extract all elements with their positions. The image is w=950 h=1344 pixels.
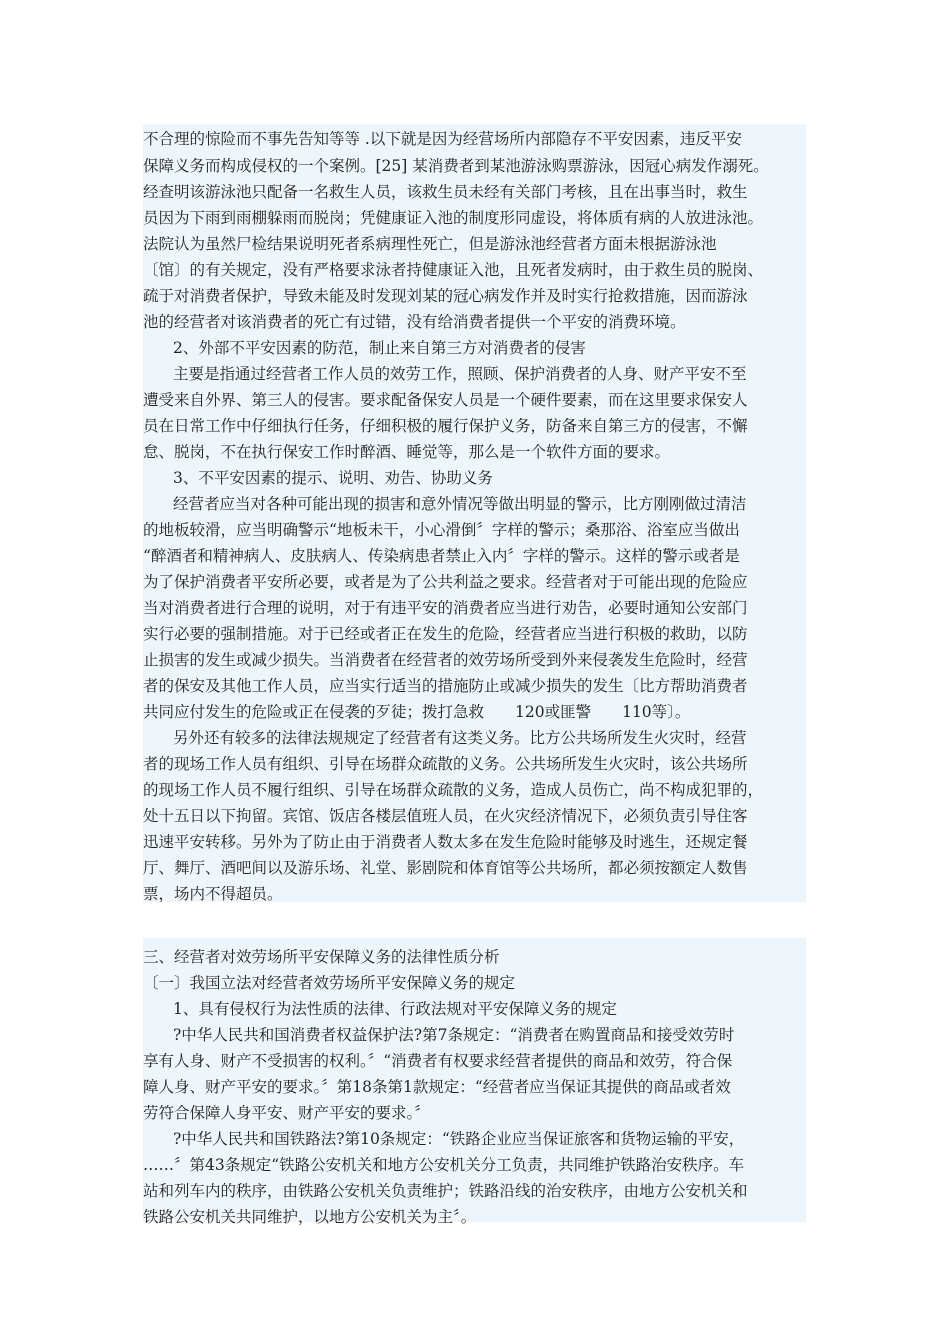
text-line: 〔一〕我国立法对经营者效劳场所平安保障义务的规定 (143, 974, 516, 992)
paragraph-block-legal-analysis (143, 938, 806, 1226)
text-line: 员因为下雨到雨棚躲雨而脱岗；凭健康证入池的制度形同虚设，将体质有病的人放进泳池。 (143, 209, 764, 227)
text-line: 怠、脱岗，不在执行保安工作时醉酒、睡觉等，那么是一个软件方面的要求。 (143, 443, 671, 461)
text-line: 共同应付发生的危险或正在侵袭的歹徒；拨打急救 120或匪警 110等〕。 (143, 703, 691, 721)
text-line: 实行必要的强制措施。对于已经或者正在发生的危险，经营者应当进行积极的救助，以防 (143, 625, 748, 643)
text-line: ……〞第43条规定“铁路公安机关和地方公安机关分工负责，共同维护铁路治安秩序。车 (143, 1156, 745, 1174)
text-line: 3、不平安因素的提示、说明、劝告、协助义务 (173, 469, 493, 487)
text-line: 障人身、财产平安的要求。〞第18条第1款规定：“经营者应当保证其提供的商品或者效 (143, 1078, 731, 1096)
text-line: 止损害的发生或减少损失。当消费者在经营者的效劳场所受到外来侵袭发生危险时，经营 (143, 651, 748, 669)
text-line: 不合理的惊险而不事先告知等等 .以下就是因为经营场所内部隐存不平安因素，违反平安 (143, 130, 742, 148)
text-line: 三、经营者对效劳场所平安保障义务的法律性质分析 (143, 948, 500, 966)
text-line: 享有人身、财产不受损害的权利。〞“消费者有权要求经营者提供的商品和效劳，符合保 (143, 1052, 733, 1070)
text-line: 为了保护消费者平安所必要，或者是为了公共利益之要求。经营者对于可能出现的危险应 (143, 573, 748, 591)
text-line: 者的保安及其他工作人员，应当实行适当的措施防止或减少损失的发生〔比方帮助消费者 (143, 677, 748, 695)
text-line: 迅速平安转移。另外为了防止由于消费者人数太多在发生危险时能够及时逃生，还规定餐 (143, 833, 748, 851)
text-line: 处十五日以下拘留。宾馆、饭店各楼层值班人员，在火灾经济情况下，必须负责引导住客 (143, 807, 748, 825)
text-line: 主要是指通过经营者工作人员的效劳工作，照顾、保护消费者的人身、财产平安不至 (173, 365, 747, 383)
text-line: 保障义务而构成侵权的一个案例。[25] 某消费者到某池游泳购票游泳，因冠心病发作溺死。 (143, 157, 769, 175)
text-line: 票，场内不得超员。 (143, 885, 283, 903)
text-line: 疏于对消费者保护，导致未能及时发现刘某的冠心病发作并及时实行抢救措施，因而游泳 (143, 287, 748, 305)
text-line: 〔馆〕的有关规定，没有严格要求泳者持健康证入池，且死者发病时，由于救生员的脱岗、 (143, 261, 764, 279)
text-line: 经营者应当对各种可能出现的损害和意外情况等做出明显的警示，比方刚刚做过清洁 (173, 495, 747, 513)
text-line: 者的现场工作人员有组织、引导在场群众疏散的义务。公共场所发生火灾时，该公共场所 (143, 755, 748, 773)
text-line: 遭受来自外界、第三人的侵害。要求配备保安人员是一个硬件要素，而在这里要求保安人 (143, 391, 748, 409)
text-line: “醉酒者和精神病人、皮肤病人、传染病患者禁止入内〞字样的警示。这样的警示或者是 (143, 547, 740, 565)
paragraph-block-consumer-safety (143, 124, 806, 902)
text-line: ?中华人民共和国铁路法?第10条规定：“铁路企业应当保证旅客和货物运输的平安， (173, 1130, 745, 1148)
text-line: 的现场工作人员不履行组织、引导在场群众疏散的义务，造成人员伤亡，尚不构成犯罪的， (143, 781, 764, 799)
text-line: 1、具有侵权行为法性质的法律、行政法规对平安保障义务的规定 (173, 1000, 617, 1018)
text-line: 2、外部不平安因素的防范，制止来自第三方对消费者的侵害 (173, 339, 586, 357)
text-line: 站和列车内的秩序，由铁路公安机关负责维护；铁路沿线的治安秩序，由地方公安机关和 (143, 1182, 748, 1200)
text-line: 当对消费者进行合理的说明，对于有违平安的消费者应当进行劝告，必要时通知公安部门 (143, 599, 748, 617)
text-line: 员在日常工作中仔细执行任务，仔细积极的履行保护义务，防备来自第三方的侵害，不懈 (143, 417, 748, 435)
text-line: 另外还有较多的法律法规规定了经营者有这类义务。比方公共场所发生火灾时，经营 (173, 729, 747, 747)
text-line: 池的经营者对该消费者的死亡有过错，没有给消费者提供一个平安的消费环境。 (143, 313, 686, 331)
text-line: ?中华人民共和国消费者权益保护法?第7条规定：“消费者在购置商品和接受效劳时 (173, 1026, 735, 1044)
text-line: 铁路公安机关共同维护，以地方公安机关为主〞。 (143, 1208, 477, 1226)
text-line: 经查明该游泳池只配备一名救生人员，该救生员未经有关部门考核，且在出事当时，救生 (143, 183, 748, 201)
text-line: 法院认为虽然尸检结果说明死者系病理性死亡，但是游泳池经营者方面未根据游泳池 (143, 235, 717, 253)
text-line: 的地板较滑，应当明确警示“地板未干，小心滑倒〞字样的警示；桑那浴、浴室应当做出 (143, 521, 740, 539)
text-line: 劳符合保障人身平安、财产平安的要求。〞 (143, 1104, 430, 1122)
text-line: 厅、舞厅、酒吧间以及游乐场、礼堂、影剧院和体育馆等公共场所，都必须按额定人数售 (143, 859, 748, 877)
